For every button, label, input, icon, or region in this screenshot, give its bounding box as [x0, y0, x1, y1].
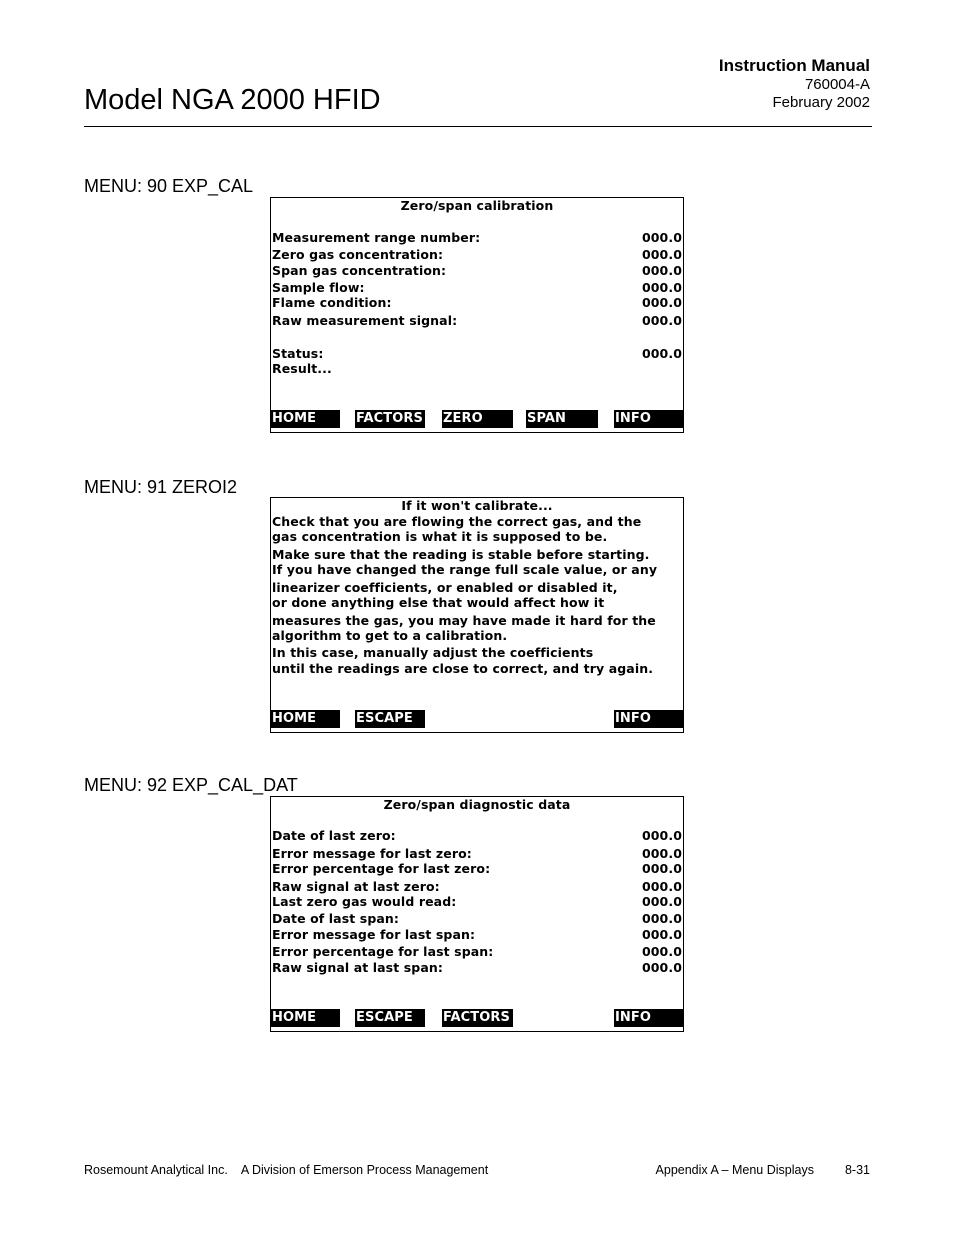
- field-row: [272, 927, 682, 943]
- escape-softkey[interactable]: ESCAPE: [355, 1009, 425, 1027]
- field-value: 000.0: [641, 861, 682, 876]
- screen-title: Zero/span calibration: [400, 198, 554, 213]
- menu-91-label: MENU: 91 ZEROI2: [84, 477, 238, 497]
- field-label: Status:: [272, 346, 324, 361]
- field-row: [272, 894, 682, 910]
- document-title: Model NGA 2000 HFID: [84, 84, 381, 116]
- menu-91-screen: [270, 497, 684, 733]
- field-label: Date of last zero:: [272, 828, 396, 843]
- home-softkey[interactable]: HOME: [271, 710, 340, 728]
- field-label: Raw measurement signal:: [272, 313, 458, 328]
- header-meta: [719, 56, 870, 112]
- field-label: Error percentage for last span:: [272, 944, 494, 959]
- factors-softkey[interactable]: FACTORS: [355, 410, 425, 428]
- field-value: 000.0: [641, 295, 682, 310]
- help-text-line: gas concentration is what it is supposed to be.: [272, 529, 608, 544]
- field-row: [272, 230, 682, 246]
- field-row: [272, 911, 682, 927]
- field-label: Raw signal at last zero:: [272, 879, 440, 894]
- field-value: 000.0: [641, 230, 682, 245]
- field-value: 000.0: [641, 911, 682, 926]
- screen-title: If it won't calibrate...: [401, 498, 553, 513]
- field-label[interactable]: Result...: [272, 361, 332, 376]
- help-text-line: Check that you are flowing the correct gas, and the: [272, 514, 642, 529]
- field-row: [272, 828, 682, 844]
- factors-softkey[interactable]: FACTORS: [442, 1009, 513, 1027]
- field-row: [272, 263, 682, 279]
- doc-date: February 2002: [772, 94, 870, 111]
- field-label: Span gas concentration:: [272, 263, 447, 278]
- field-value: 000.0: [641, 828, 682, 843]
- field-row: [272, 247, 682, 263]
- help-text-line: If you have changed the range full scale value, or any: [272, 562, 658, 577]
- zero-softkey[interactable]: ZERO: [442, 410, 513, 428]
- menu-90-screen: [270, 197, 684, 433]
- field-value: 000.0: [641, 313, 682, 328]
- field-label: Error message for last zero:: [272, 846, 472, 861]
- field-row: [272, 960, 682, 976]
- help-text-line: linearizer coefficients, or enabled or disabled it,: [272, 580, 618, 595]
- field-value: 000.0: [641, 927, 682, 942]
- help-text-line: measures the gas, you may have made it hard for the: [272, 613, 656, 628]
- home-softkey[interactable]: HOME: [271, 1009, 340, 1027]
- field-value: 000.0: [641, 346, 682, 361]
- help-text-line: or done anything else that would affect how it: [272, 595, 605, 610]
- info-softkey[interactable]: INFO: [614, 710, 683, 728]
- field-row[interactable]: [272, 361, 682, 377]
- escape-softkey[interactable]: ESCAPE: [355, 710, 425, 728]
- field-label: Date of last span:: [272, 911, 400, 926]
- footer-division: A Division of Emerson Process Management: [240, 1163, 489, 1177]
- menu-92-screen: [270, 796, 684, 1032]
- field-value: 000.0: [641, 280, 682, 295]
- field-row: [272, 295, 682, 311]
- footer-left: [84, 1163, 488, 1177]
- help-text-line: algorithm to get to a calibration.: [272, 628, 508, 643]
- footer-section: Appendix A – Menu Displays: [655, 1163, 814, 1177]
- field-value: 000.0: [641, 879, 682, 894]
- field-value: 000.0: [641, 944, 682, 959]
- field-label: Zero gas concentration:: [272, 247, 444, 262]
- info-softkey[interactable]: INFO: [614, 1009, 683, 1027]
- help-text-line: Make sure that the reading is stable before starting.: [272, 547, 650, 562]
- doc-number: 760004-A: [804, 76, 870, 93]
- header-divider: [84, 126, 872, 127]
- field-label: Measurement range number:: [272, 230, 481, 245]
- footer-company: Rosemount Analytical Inc.: [84, 1163, 228, 1177]
- field-value: 000.0: [641, 263, 682, 278]
- menu-92-label: MENU: 92 EXP_CAL_DAT: [84, 775, 298, 795]
- field-value: 000.0: [641, 846, 682, 861]
- page-number: 8-31: [844, 1163, 870, 1177]
- field-label: Error percentage for last zero:: [272, 861, 491, 876]
- field-label: Error message for last span:: [272, 927, 476, 942]
- home-softkey[interactable]: HOME: [271, 410, 340, 428]
- field-row: [272, 846, 682, 862]
- field-label: Last zero gas would read:: [272, 894, 457, 909]
- field-label: Flame condition:: [272, 295, 392, 310]
- field-row: [272, 346, 682, 362]
- field-value: 000.0: [641, 960, 682, 975]
- field-row: [272, 313, 682, 329]
- field-row: [272, 861, 682, 877]
- field-row: [272, 280, 682, 296]
- span-softkey[interactable]: SPAN: [526, 410, 598, 428]
- manual-label: Instruction Manual: [718, 56, 870, 75]
- field-label: Sample flow:: [272, 280, 365, 295]
- field-value: 000.0: [641, 247, 682, 262]
- field-row: [272, 944, 682, 960]
- info-softkey[interactable]: INFO: [614, 410, 683, 428]
- field-label: Raw signal at last span:: [272, 960, 443, 975]
- help-text-line: until the readings are close to correct, and try again.: [272, 661, 654, 676]
- footer-right: [656, 1163, 870, 1177]
- field-value: 000.0: [641, 894, 682, 909]
- menu-90-label: MENU: 90 EXP_CAL: [84, 176, 254, 196]
- help-text-line: In this case, manually adjust the coefficients: [272, 645, 594, 660]
- field-row: [272, 879, 682, 895]
- screen-title: Zero/span diagnostic data: [383, 797, 571, 812]
